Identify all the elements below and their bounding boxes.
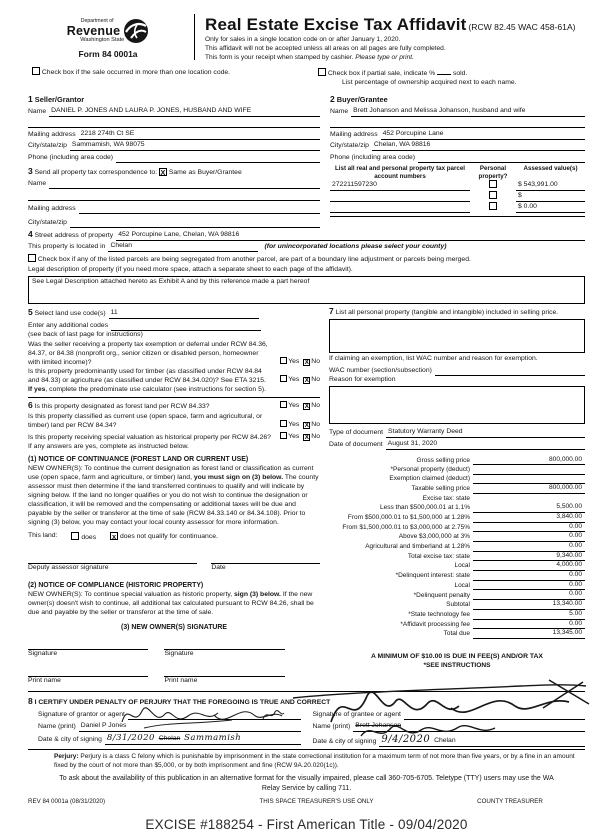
- rev-number: REV 84 0001a (08/31/2020): [28, 797, 106, 805]
- tax-row-label: Total due: [443, 630, 470, 638]
- q5-no-checkbox[interactable]: X: [304, 434, 309, 442]
- no-label: No: [311, 402, 320, 410]
- grantor-city-handwritten: Sammamish: [184, 733, 242, 744]
- buyer-csz-label: City/state/zip: [330, 142, 369, 150]
- grantee-signature-field[interactable]: [404, 712, 585, 720]
- parcel-col3-header: Assessed value(s): [523, 164, 578, 172]
- minimum-fee-note: A MINIMUM OF $10.00 IS DUE IN FEE(S) AND/OR TAX: [371, 652, 543, 660]
- parcel-col2-header: Personal property?: [478, 164, 508, 180]
- parcel-row: [330, 191, 585, 202]
- legal-description-label: Legal description of property (if you need more space, attach a separate sheet to each page of the affidavit).: [28, 266, 353, 274]
- section-4-property: [28, 229, 585, 304]
- perjury-divider: [28, 749, 585, 750]
- tax-row-value-field[interactable]: 0.00: [473, 620, 585, 630]
- deputy-signature-label: Deputy assessor signature: [28, 564, 109, 572]
- continuance-body-bold: you must sign on (3) below.: [193, 474, 284, 482]
- question-exemption-deferral: [28, 341, 320, 368]
- legal-description-box[interactable]: [28, 276, 585, 304]
- no-label: No: [311, 376, 320, 384]
- personal-property-checkbox[interactable]: [489, 191, 497, 199]
- grantor-date-field[interactable]: [105, 733, 301, 745]
- seller-csz-label: City/state/zip: [28, 142, 67, 150]
- if-yes-note: [28, 386, 320, 395]
- parcel-number-field[interactable]: 272211597230: [330, 181, 470, 191]
- land-use-label: Select land use code(s): [34, 310, 106, 318]
- tax-row-value-field[interactable]: 9,340.00: [473, 552, 585, 562]
- corr-name-label: Name: [28, 180, 47, 188]
- section-7-tax: [329, 306, 585, 686]
- does-not-label: does not qualify for continuance.: [120, 533, 218, 541]
- section-8-number: 8: [28, 696, 33, 707]
- dor-name: Revenue: [66, 23, 121, 38]
- continuance-title: (1) NOTICE OF CONTINUANCE (FOREST LAND OR CURRENT USE): [28, 456, 249, 464]
- grantee-city: Chelan: [434, 737, 456, 745]
- parcel-row: [330, 180, 585, 191]
- question-text: Was the seller receiving a property tax exemption or deferral under RCW 84.36, 84.37, or 84.38 (nonprofit org., senior citizen or disabled person, homeowner with limited income)?: [28, 340, 268, 366]
- seller-name-field-2[interactable]: [28, 120, 320, 128]
- parcel-table: [330, 163, 585, 228]
- seller-name-label: Name: [28, 107, 47, 115]
- section-5-6: [28, 306, 320, 686]
- corr-mailing-label: Mailing address: [28, 205, 76, 213]
- assessed-value-field[interactable]: $: [516, 192, 585, 202]
- q2-yes-checkbox[interactable]: [280, 375, 287, 382]
- same-as-buyer-label: Same as Buyer/Grantee: [168, 168, 242, 176]
- see-instructions-note: *SEE INSTRUCTIONS: [423, 661, 491, 669]
- no-label: No: [311, 357, 320, 365]
- section-6-divider: [28, 397, 320, 398]
- q4-no-checkbox[interactable]: X: [304, 422, 309, 430]
- personal-property-box[interactable]: [329, 319, 585, 353]
- tax-row: [329, 581, 585, 591]
- header-divider: [194, 14, 195, 60]
- new-owner-print-names: [28, 671, 285, 686]
- located-in-field[interactable]: Chelan: [108, 242, 258, 252]
- deputy-date-field[interactable]: [211, 557, 320, 564]
- tax-row: [329, 590, 585, 600]
- grantor-name-label: Name (print): [38, 723, 76, 731]
- tax-row: [329, 532, 585, 542]
- title-rcw-code: (RCW 82.45 WAC 458-61A): [468, 22, 576, 32]
- question-text: Is this property predominantly used for timber (as classified under RCW 84.84 and 84.33) or agriculture (as classified under RCW 84.34.020)? See ETA 3215.: [28, 368, 266, 385]
- buyer-name-label: Name: [330, 107, 349, 115]
- tax-row: [329, 629, 585, 639]
- q3-no-checkbox[interactable]: X: [304, 403, 309, 411]
- deputy-assessor-row: [28, 557, 320, 573]
- partial-sale-sold-label: sold.: [452, 70, 468, 78]
- header-note-3-text: This form is your receipt when stamped by cashier.: [205, 54, 356, 62]
- buyer-mailing-field[interactable]: 452 Porcupine Lane: [381, 130, 585, 140]
- tax-row-label: Excise tax: state: [422, 494, 470, 502]
- tax-row-value-field[interactable]: 13,340.00: [473, 600, 585, 610]
- yes-label: Yes: [288, 402, 300, 410]
- tax-row-label: Local: [454, 581, 470, 589]
- signature-label: Signature: [164, 650, 194, 658]
- corr-name-field-2[interactable]: [28, 193, 320, 201]
- header-note-3-italic: Please type or print.: [355, 54, 414, 62]
- buyer-mailing-label: Mailing address: [330, 130, 378, 138]
- seller-phone-label: Phone (including area code): [28, 153, 114, 161]
- buyer-phone-field[interactable]: [418, 155, 585, 163]
- section-4-number: 4: [28, 228, 33, 239]
- tax-row-label: *Delinquent penalty: [413, 591, 470, 599]
- doc-type-label: Type of document: [329, 429, 384, 437]
- multi-location-checkbox[interactable]: [32, 67, 40, 75]
- print-name-label: Print name: [164, 677, 198, 685]
- q2-no-checkbox[interactable]: X: [304, 377, 309, 385]
- tax-row-value-field[interactable]: 0.00: [473, 523, 585, 533]
- form-footer: [28, 798, 585, 806]
- compliance-body-2: If the new owner(s) doesn't wish to continue, all additional tax calculated pursuant to RCW 84.26, shall be due and payable by the seller or transferor at the time of sale.: [28, 591, 314, 617]
- grantee-name-struck: Brett Johanson: [355, 722, 402, 730]
- section-1-seller: [28, 92, 320, 163]
- corr-name-field[interactable]: [49, 181, 320, 189]
- tax-row: [329, 456, 585, 466]
- partial-sale-label: Check box if partial sale, indicate %: [327, 70, 436, 78]
- tax-row-value-field[interactable]: 0.00: [473, 532, 585, 542]
- parcel-number-field[interactable]: [330, 212, 470, 213]
- question-timber-agriculture: [28, 368, 320, 386]
- grantee-date-field[interactable]: [379, 733, 585, 747]
- if-yes-rest: , complete the predominate use calculator (see instructions for section 5).: [45, 386, 267, 394]
- tax-row: [329, 465, 585, 474]
- new-owner-signatures: [28, 644, 285, 659]
- tax-row-value-field[interactable]: 800,000.00: [473, 456, 585, 466]
- compliance-body-1: NEW OWNER(S): To continue special valuation as historic property,: [28, 591, 234, 599]
- buyer-name-field[interactable]: Brett Johanson and Melissa Johanson, husband and wife: [351, 107, 585, 117]
- seller-phone-field[interactable]: [116, 155, 320, 163]
- tax-row-value-field[interactable]: 0.00: [473, 571, 585, 581]
- tax-row: [329, 552, 585, 562]
- if-yes-bold: If yes: [28, 386, 46, 394]
- question-text: Is this property classified as current use (open space, farm and agricultural, or timber) land per RCW 84.34?: [28, 413, 263, 430]
- grantor-signature-field[interactable]: [128, 712, 301, 720]
- section-3-label: Send all property tax correspondence to:: [34, 168, 158, 176]
- section-2-title: Buyer/Grantee: [336, 95, 388, 105]
- street-address-field[interactable]: 452 Porcupine Lane, Chelan, WA 98816: [116, 231, 585, 241]
- top-checkboxes: [32, 67, 585, 88]
- corr-mailing-field[interactable]: [79, 206, 320, 214]
- tax-row-label: *State technology fee: [408, 610, 470, 618]
- does-not-checkbox[interactable]: x: [112, 532, 117, 542]
- segregated-label: Check box if any of the listed parcels are being segregated from another parcel, are part of a boundary line adjustment or parcels being merged.: [37, 256, 471, 264]
- yes-label: Yes: [288, 421, 300, 429]
- any-yes-note: If any answers are yes, complete as instructed below.: [28, 443, 189, 451]
- header-note-3: [205, 54, 585, 63]
- personal-property-checkbox[interactable]: [489, 202, 497, 210]
- tax-row-label: From $500,000.01 to $1,500,000 at 1.28%: [347, 513, 470, 521]
- buyer-name-field-2[interactable]: [330, 120, 585, 128]
- assessed-value-field[interactable]: $ 0.00: [516, 203, 585, 213]
- q4-yes-checkbox[interactable]: [280, 420, 287, 427]
- tax-row-value-field[interactable]: 0.00: [473, 542, 585, 552]
- assessed-value-field[interactable]: $ 543,991.00: [516, 181, 585, 191]
- tax-row: [329, 542, 585, 552]
- tax-row-value-field[interactable]: 0.00: [473, 590, 585, 600]
- tax-row: [329, 484, 585, 494]
- accessibility-note: To ask about the availability of this publication in an alternative format for the visually impaired, please call 360-705-6705. Teletype (TTY) users may use the WA Relay Service by calling 711.: [59, 775, 554, 792]
- tax-row-value-field[interactable]: 4,000.00: [473, 561, 585, 571]
- compliance-body-bold: sign (3) below.: [234, 591, 281, 599]
- deputy-signature-field[interactable]: [28, 557, 197, 564]
- continuance-body-2: The county assessor must then determine if the land transferred continues to qualify and will indicate by signing below. If the land no longer qualifies or you do not wish to continue the designation or classification, it will be removed and the compensating or additional taxes will be due and payable by the seller or transferor at the time of sale (RCW 84.33.140 or 84.34.108). Prior to signing (3) below, you may contact your local county assessor for more information.: [28, 474, 319, 527]
- form-number: Form 84 0001a: [78, 48, 138, 59]
- grantor-signing-block: [28, 708, 301, 747]
- located-in-label: This property is located in: [28, 243, 106, 251]
- section-2-number: 2: [330, 94, 335, 105]
- no-label: No: [311, 421, 320, 429]
- buyer-phone-label: Phone (including area code): [330, 153, 416, 161]
- wac-number-label: WAC number (section/subsection): [329, 366, 432, 374]
- additional-codes-label: Enter any additional codes: [28, 321, 109, 329]
- grantee-date-handwritten: 9/4/2020: [381, 734, 431, 746]
- grantee-name-label: Name (print): [312, 723, 351, 731]
- legal-description-text: See Legal Description attached hereto as Exhibit A and by this reference made a part hereof: [32, 278, 310, 286]
- additional-codes-field[interactable]: [111, 323, 261, 331]
- land-use-code-field[interactable]: 11: [109, 309, 259, 319]
- multi-location-label: Check box if the sale occurred in more than one location code.: [41, 69, 231, 77]
- tax-row: [329, 561, 585, 571]
- q1-no-checkbox[interactable]: X: [304, 358, 309, 366]
- tax-row-label: *Personal property (deduct): [390, 466, 470, 474]
- does-label: does: [81, 534, 97, 542]
- form-header: [28, 12, 585, 63]
- grantor-date-handwritten: 8/31/2020: [106, 733, 155, 744]
- tax-row-label: Exemption claimed (deduct): [389, 475, 470, 483]
- section-1-number: 1: [28, 94, 33, 105]
- question-forest-land: [28, 400, 320, 412]
- located-in-note: (for unincorporated locations please select your county): [264, 243, 447, 251]
- tax-row: [329, 513, 585, 523]
- yes-label: Yes: [288, 433, 300, 441]
- tax-row-value-field[interactable]: 800,000.00: [473, 484, 585, 494]
- section-7-number: 7: [329, 306, 334, 317]
- tax-row: [329, 571, 585, 581]
- header-note-1: Only for sales in a single location code on or after January 1, 2020.: [205, 36, 401, 44]
- tax-row-label: Above $3,000,000 at 3%: [398, 533, 470, 541]
- tax-row: [329, 503, 585, 513]
- exemption-note: If claiming an exemption, list WAC number and reason for exemption.: [329, 355, 538, 363]
- reason-exemption-label: Reason for exemption: [329, 375, 396, 383]
- tax-row-value-field[interactable]: 13,345.00: [473, 629, 585, 639]
- doc-date-field[interactable]: August 31, 2020: [386, 440, 585, 450]
- question-historical: [28, 432, 320, 443]
- header-note-2: This affidavit will not be accepted unless all areas on all pages are fully completed.: [205, 45, 446, 53]
- tax-row-value-field[interactable]: [473, 474, 585, 475]
- question-text: Is this property receiving special valuation as historical property per RCW 84.26?: [28, 434, 271, 442]
- signature-label: Signature: [28, 650, 58, 658]
- seller-mailing-label: Mailing address: [28, 130, 76, 138]
- seller-name-field[interactable]: DANIEL P. JONES AND LAURA P. JONES, HUSBAND AND WIFE: [49, 107, 320, 117]
- partial-sale-subnote: List percentage of ownership acquired next to each name.: [342, 79, 517, 87]
- section-2-buyer: [330, 92, 585, 163]
- continuance-body-1: NEW OWNER(S): To continue the current designation as forest land or classification as current use (open space, farm and agriculture, or timber) land,: [28, 465, 314, 482]
- grantor-date-label: Date & city of signing: [38, 736, 102, 744]
- land-qualify-row: [28, 532, 320, 543]
- section-3-correspondence: [28, 163, 320, 228]
- treasurer-space-label: THIS SPACE TREASURER'S USE ONLY: [259, 797, 374, 805]
- q1-yes-checkbox[interactable]: [280, 357, 287, 364]
- tax-row: [329, 523, 585, 533]
- dor-logo: [28, 12, 188, 63]
- new-owner-signature-title: (3) NEW OWNER(S) SIGNATURE: [121, 624, 227, 632]
- tax-row-value-field[interactable]: 5.00: [473, 610, 585, 620]
- yes-label: Yes: [288, 357, 300, 365]
- tax-row: [329, 620, 585, 630]
- corr-csz-field[interactable]: [70, 220, 320, 228]
- section-1-title: Seller/Grantor: [34, 95, 85, 105]
- grantee-name-field[interactable]: [353, 722, 585, 732]
- dor-logo-text: [66, 18, 125, 45]
- same-as-buyer-checkbox[interactable]: X: [160, 167, 166, 177]
- certify-statement: I CERTIFY UNDER PENALTY OF PERJURY THAT THE FOREGOING IS TRUE AND CORRECT: [34, 699, 331, 707]
- tax-row: [329, 494, 585, 503]
- no-label: No: [311, 433, 320, 441]
- seller-mailing-field[interactable]: 2218 274th Ct SE: [79, 130, 320, 140]
- doc-date-label: Date of document: [329, 440, 383, 448]
- q5-yes-checkbox[interactable]: [280, 432, 287, 439]
- continuance-body: [28, 465, 320, 528]
- grantee-sig-label: Signature of grantee or agent: [312, 711, 401, 719]
- county-treasurer-label: COUNTY TREASURER: [477, 797, 543, 805]
- section-3-number: 3: [28, 165, 33, 176]
- seller-csz-field[interactable]: Sammamish, WA 98075: [70, 141, 320, 151]
- question-current-use: [28, 413, 320, 431]
- does-checkbox[interactable]: [71, 532, 79, 540]
- section-6-number: 6: [28, 400, 33, 411]
- tax-row-label: Taxable selling price: [411, 485, 470, 493]
- tax-row-label: Agricultural and timberland at 1.28%: [365, 543, 470, 551]
- tax-row-label: Less than $500,000.01 at 1.1%: [380, 504, 470, 512]
- compliance-body: [28, 591, 320, 618]
- tax-row-label: From $1,500,000.01 to $3,000,000 at 2.75%: [342, 523, 470, 531]
- grantor-sig-label: Signature of grantor or agent: [38, 711, 125, 719]
- partial-sale-percent-field[interactable]: [437, 67, 451, 75]
- page-title: Real Estate Excise Tax Affidavit: [205, 15, 467, 34]
- tax-row-label: Total excise tax: state: [407, 552, 470, 560]
- tax-row: [329, 475, 585, 484]
- tax-row-value-field[interactable]: 3,840.00: [473, 513, 585, 523]
- tax-row-label: Subtotal: [446, 601, 470, 609]
- personal-property-label: List all personal property (tangible and intangible) included in selling price.: [335, 309, 559, 317]
- dor-logo-icon: [123, 18, 149, 44]
- parcel-number-field[interactable]: [330, 201, 470, 202]
- tax-row-label: Gross selling price: [416, 456, 470, 464]
- print-name-label: Print name: [28, 677, 61, 685]
- deputy-date-label: Date: [211, 564, 226, 572]
- grantee-signing-block: [313, 708, 586, 747]
- tax-row-value-field[interactable]: 5,500.00: [473, 503, 585, 513]
- perjury-text: Perjury is a class C felony which is punishable by imprisonment in the state correctional institution for a maximum term of not more than five years, or by a fine in an amount fixed by the court of not more than $5,000, or by both imprisonment and fine (RCW 9A.20.020(1c)).: [54, 753, 575, 769]
- tax-row-value-field[interactable]: 0.00: [473, 581, 585, 591]
- tax-row-label: *Affidavit processing fee: [400, 620, 470, 628]
- excise-caption: EXCISE #188254 - First American Title - 09/04/2020: [145, 817, 468, 833]
- wac-number-field[interactable]: [435, 368, 585, 376]
- question-text: Is this property designated as forest land per RCW 84.33?: [34, 403, 210, 411]
- yes-label: Yes: [288, 376, 300, 384]
- grantor-name-field[interactable]: Daniel P Jones: [79, 722, 301, 732]
- dor-dept-line: Department of: [80, 18, 114, 24]
- partial-sale-checkbox[interactable]: [318, 68, 326, 76]
- tax-row-label: *Delinquent interest: state: [395, 572, 470, 580]
- street-address-label: Street address of property: [34, 231, 114, 239]
- tax-row: [329, 610, 585, 620]
- corr-csz-label: City/state/zip: [28, 218, 67, 226]
- instructions-note: (see back of last page for instructions): [28, 330, 143, 338]
- buyer-csz-field[interactable]: Chelan, WA 98816: [372, 141, 585, 151]
- q3-yes-checkbox[interactable]: [280, 401, 287, 408]
- section-8-certify: [28, 696, 585, 747]
- section-5-number: 5: [28, 307, 33, 318]
- doc-type-field[interactable]: Statutory Warranty Deed: [386, 428, 585, 438]
- dor-state-line: Washington State: [80, 37, 125, 44]
- personal-property-checkbox[interactable]: [489, 180, 497, 188]
- compliance-title: (2) NOTICE OF COMPLIANCE (HISTORIC PROPERTY): [28, 582, 204, 590]
- grantor-city-struck: Chelan: [158, 735, 181, 743]
- reason-exemption-box[interactable]: [329, 386, 585, 424]
- parcel-col1-header: List all real and personal property tax parcel account numbers: [335, 164, 465, 180]
- perjury-statement: [28, 753, 585, 770]
- grantee-date-label: Date & city of signing: [312, 738, 377, 746]
- segregated-checkbox[interactable]: [28, 254, 36, 262]
- excise-tax-table: [329, 456, 585, 639]
- perjury-label: Perjury:: [54, 753, 79, 761]
- tax-row-label: Local: [454, 562, 470, 570]
- section-8-divider: [28, 691, 585, 692]
- this-land-label: This land:: [28, 532, 58, 540]
- parcel-row: [330, 202, 585, 213]
- tax-row: [329, 600, 585, 610]
